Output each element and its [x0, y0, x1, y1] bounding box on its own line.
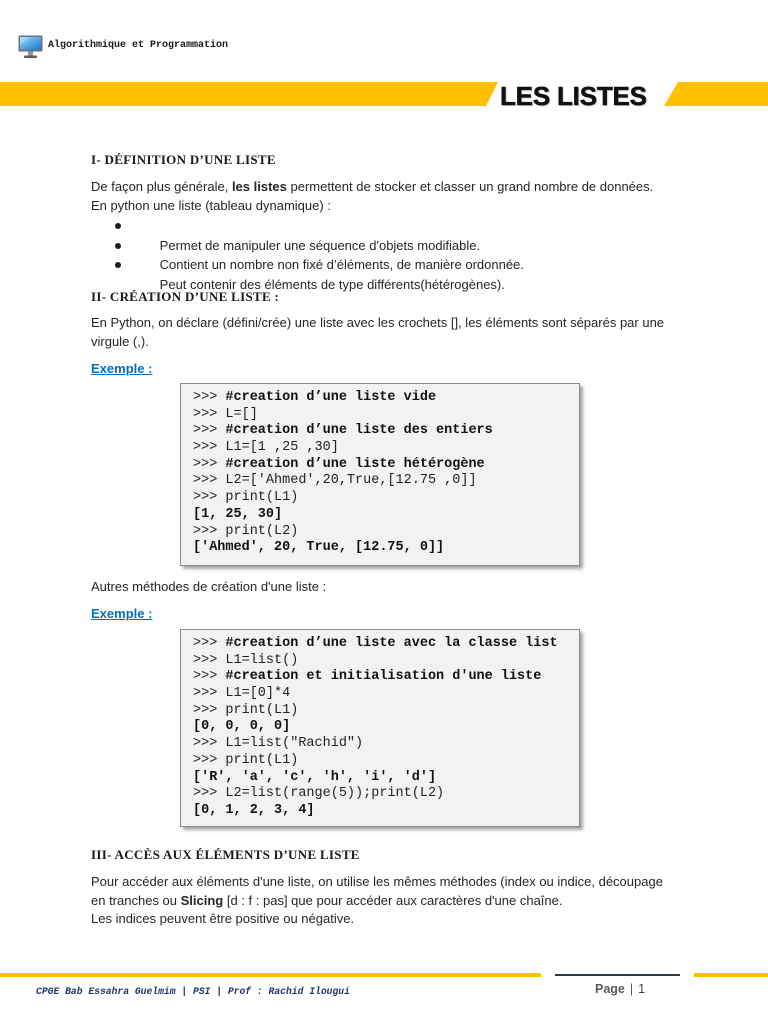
code-prompt: >>> [193, 390, 218, 405]
code-prompt: >>> [193, 752, 218, 768]
banner-stripe-right [664, 82, 768, 106]
banner-stripe-left [0, 82, 498, 106]
code-comment: #creation d’une liste avec la classe list [225, 636, 558, 651]
code-line [193, 440, 567, 457]
paragraph-line: Les indices peuvent être positive ou négative. [91, 911, 355, 926]
footer-credits: CPGE Bab Essahra Guelmim | PSI | Prof : Rachid Ilougui [36, 986, 350, 997]
bullet-dot [115, 243, 121, 249]
code-statement: L2=['Ahmed',20,True,[12.75 ,0]] [225, 473, 477, 489]
list-item [91, 255, 524, 292]
section-heading-access: III- ACCÈS AUX ÉLÉMENTS D’UNE LISTE [91, 847, 360, 862]
intro-text: permettent de stocker et classer un grand nombre de données. [286, 179, 654, 194]
code-line [193, 507, 567, 524]
footer-rule-left [0, 973, 541, 977]
list-item [91, 236, 524, 272]
other-methods-text: Autres méthodes de création d'une liste : [91, 579, 327, 594]
access-paragraph [91, 873, 663, 929]
code-line [193, 540, 567, 557]
paragraph-line: virgule (,). [91, 334, 149, 349]
section-heading-creation: II- CRÉATION D’UNE LISTE : [91, 289, 280, 304]
code-comment: #creation d’une liste vide [225, 390, 437, 405]
paragraph-text: [d : f : pas] que pour accéder aux caractères d'une chaîne. [223, 892, 563, 908]
code-line [193, 803, 567, 820]
code-prompt: >>> [193, 406, 218, 422]
code-prompt: >>> [193, 523, 218, 539]
code-line [193, 423, 567, 440]
intro-text: De façon plus générale, [91, 179, 232, 194]
code-statement: L=[] [225, 406, 258, 422]
code-prompt: >>> [193, 490, 218, 506]
code-prompt: >>> [193, 440, 218, 456]
footer-rule-right [694, 973, 768, 977]
example-label: Exemple : [91, 606, 153, 621]
code-comment: #creation d’une liste des entiers [225, 423, 493, 439]
code-output: [0, 1, 2, 3, 4] [193, 802, 315, 818]
code-line [193, 407, 567, 424]
bullet-dot [115, 223, 121, 229]
paragraph-line: En Python, on déclare (défini/crée) une liste avec les crochets [], les éléments sont séparés par une [91, 315, 665, 330]
code-line [193, 703, 567, 720]
code-prompt: >>> [193, 786, 218, 802]
page-number-value: 1 [638, 982, 646, 996]
code-prompt: >>> [193, 652, 218, 668]
code-line [193, 636, 567, 653]
code-prompt: >>> [193, 686, 218, 702]
code-prompt: >>> [193, 473, 218, 489]
list-item [91, 216, 524, 253]
course-title: Algorithmique et Programmation [48, 40, 229, 51]
code-statement: L1=list("Rachid") [225, 736, 364, 752]
code-prompt: >>> [193, 456, 218, 472]
paragraph-line: Pour accéder aux éléments d'une liste, on utilise les mêmes méthodes (index ou indice, découpage [91, 874, 663, 889]
code-line [193, 686, 567, 703]
paragraph-line [91, 892, 663, 911]
code-block [180, 629, 580, 827]
code-line [193, 653, 567, 670]
computer-monitor-icon [18, 35, 43, 59]
creation-paragraph [91, 313, 664, 351]
intro-bold-term: les listes [231, 179, 287, 194]
code-line [193, 490, 567, 507]
list-item-text: Permet de manipuler une séquence d'objets modifiable. [159, 237, 481, 253]
code-line [193, 669, 567, 686]
code-statement: L1=[0]*4 [225, 686, 291, 702]
code-line [193, 524, 567, 541]
code-statement: print(L1) [225, 490, 299, 506]
list-item-text: Peut contenir des éléments de type différents(hétérogènes). [159, 276, 505, 292]
page-number [595, 981, 645, 997]
code-prompt: >>> [193, 423, 218, 439]
code-line [193, 457, 567, 474]
example-label: Exemple : [91, 361, 153, 376]
code-output: [1, 25, 30] [193, 506, 283, 522]
page-separator: | [629, 982, 634, 996]
footer-rule-middle [555, 974, 680, 976]
page-label: Page [595, 982, 625, 996]
definition-intro [91, 177, 653, 196]
code-block [180, 383, 580, 566]
bullet-dot [115, 262, 121, 268]
code-line [193, 390, 567, 407]
code-statement: print(L1) [225, 752, 299, 768]
section-heading-definition: I- DÉFINITION D’UNE LISTE [91, 152, 276, 167]
code-line [193, 753, 567, 770]
code-output: ['Ahmed', 20, True, [12.75, 0]] [193, 540, 445, 556]
code-line [193, 473, 567, 490]
definition-lead: En python une liste (tableau dynamique) : [91, 198, 331, 213]
code-line [193, 786, 567, 803]
code-prompt: >>> [193, 636, 218, 651]
code-statement: print(L1) [225, 702, 299, 718]
code-line [193, 770, 567, 787]
code-prompt: >>> [193, 702, 218, 718]
bullet-list [91, 216, 524, 292]
code-prompt: >>> [193, 669, 218, 685]
code-statement: L2=list(range(5));print(L2) [225, 786, 445, 802]
code-statement: print(L2) [225, 523, 299, 539]
code-statement: L1=[1 ,25 ,30] [225, 440, 339, 456]
code-prompt: >>> [193, 736, 218, 752]
paragraph-text: en tranches ou [91, 892, 181, 908]
code-comment: #creation et initialisation d'une liste [225, 669, 542, 685]
code-line [193, 719, 567, 736]
code-comment: #creation d’une liste hétérogène [225, 456, 485, 472]
list-item-text: Contient un nombre non fixé d’éléments, de manière ordonnée. [159, 257, 524, 272]
code-statement: L1=list() [225, 652, 299, 668]
code-output: [0, 0, 0, 0] [193, 719, 291, 735]
code-line [193, 736, 567, 753]
slicing-term: Slicing [180, 892, 224, 908]
code-output: ['R', 'a', 'c', 'h', 'i', 'd'] [193, 769, 437, 785]
page-title: LES LISTES [500, 81, 647, 111]
